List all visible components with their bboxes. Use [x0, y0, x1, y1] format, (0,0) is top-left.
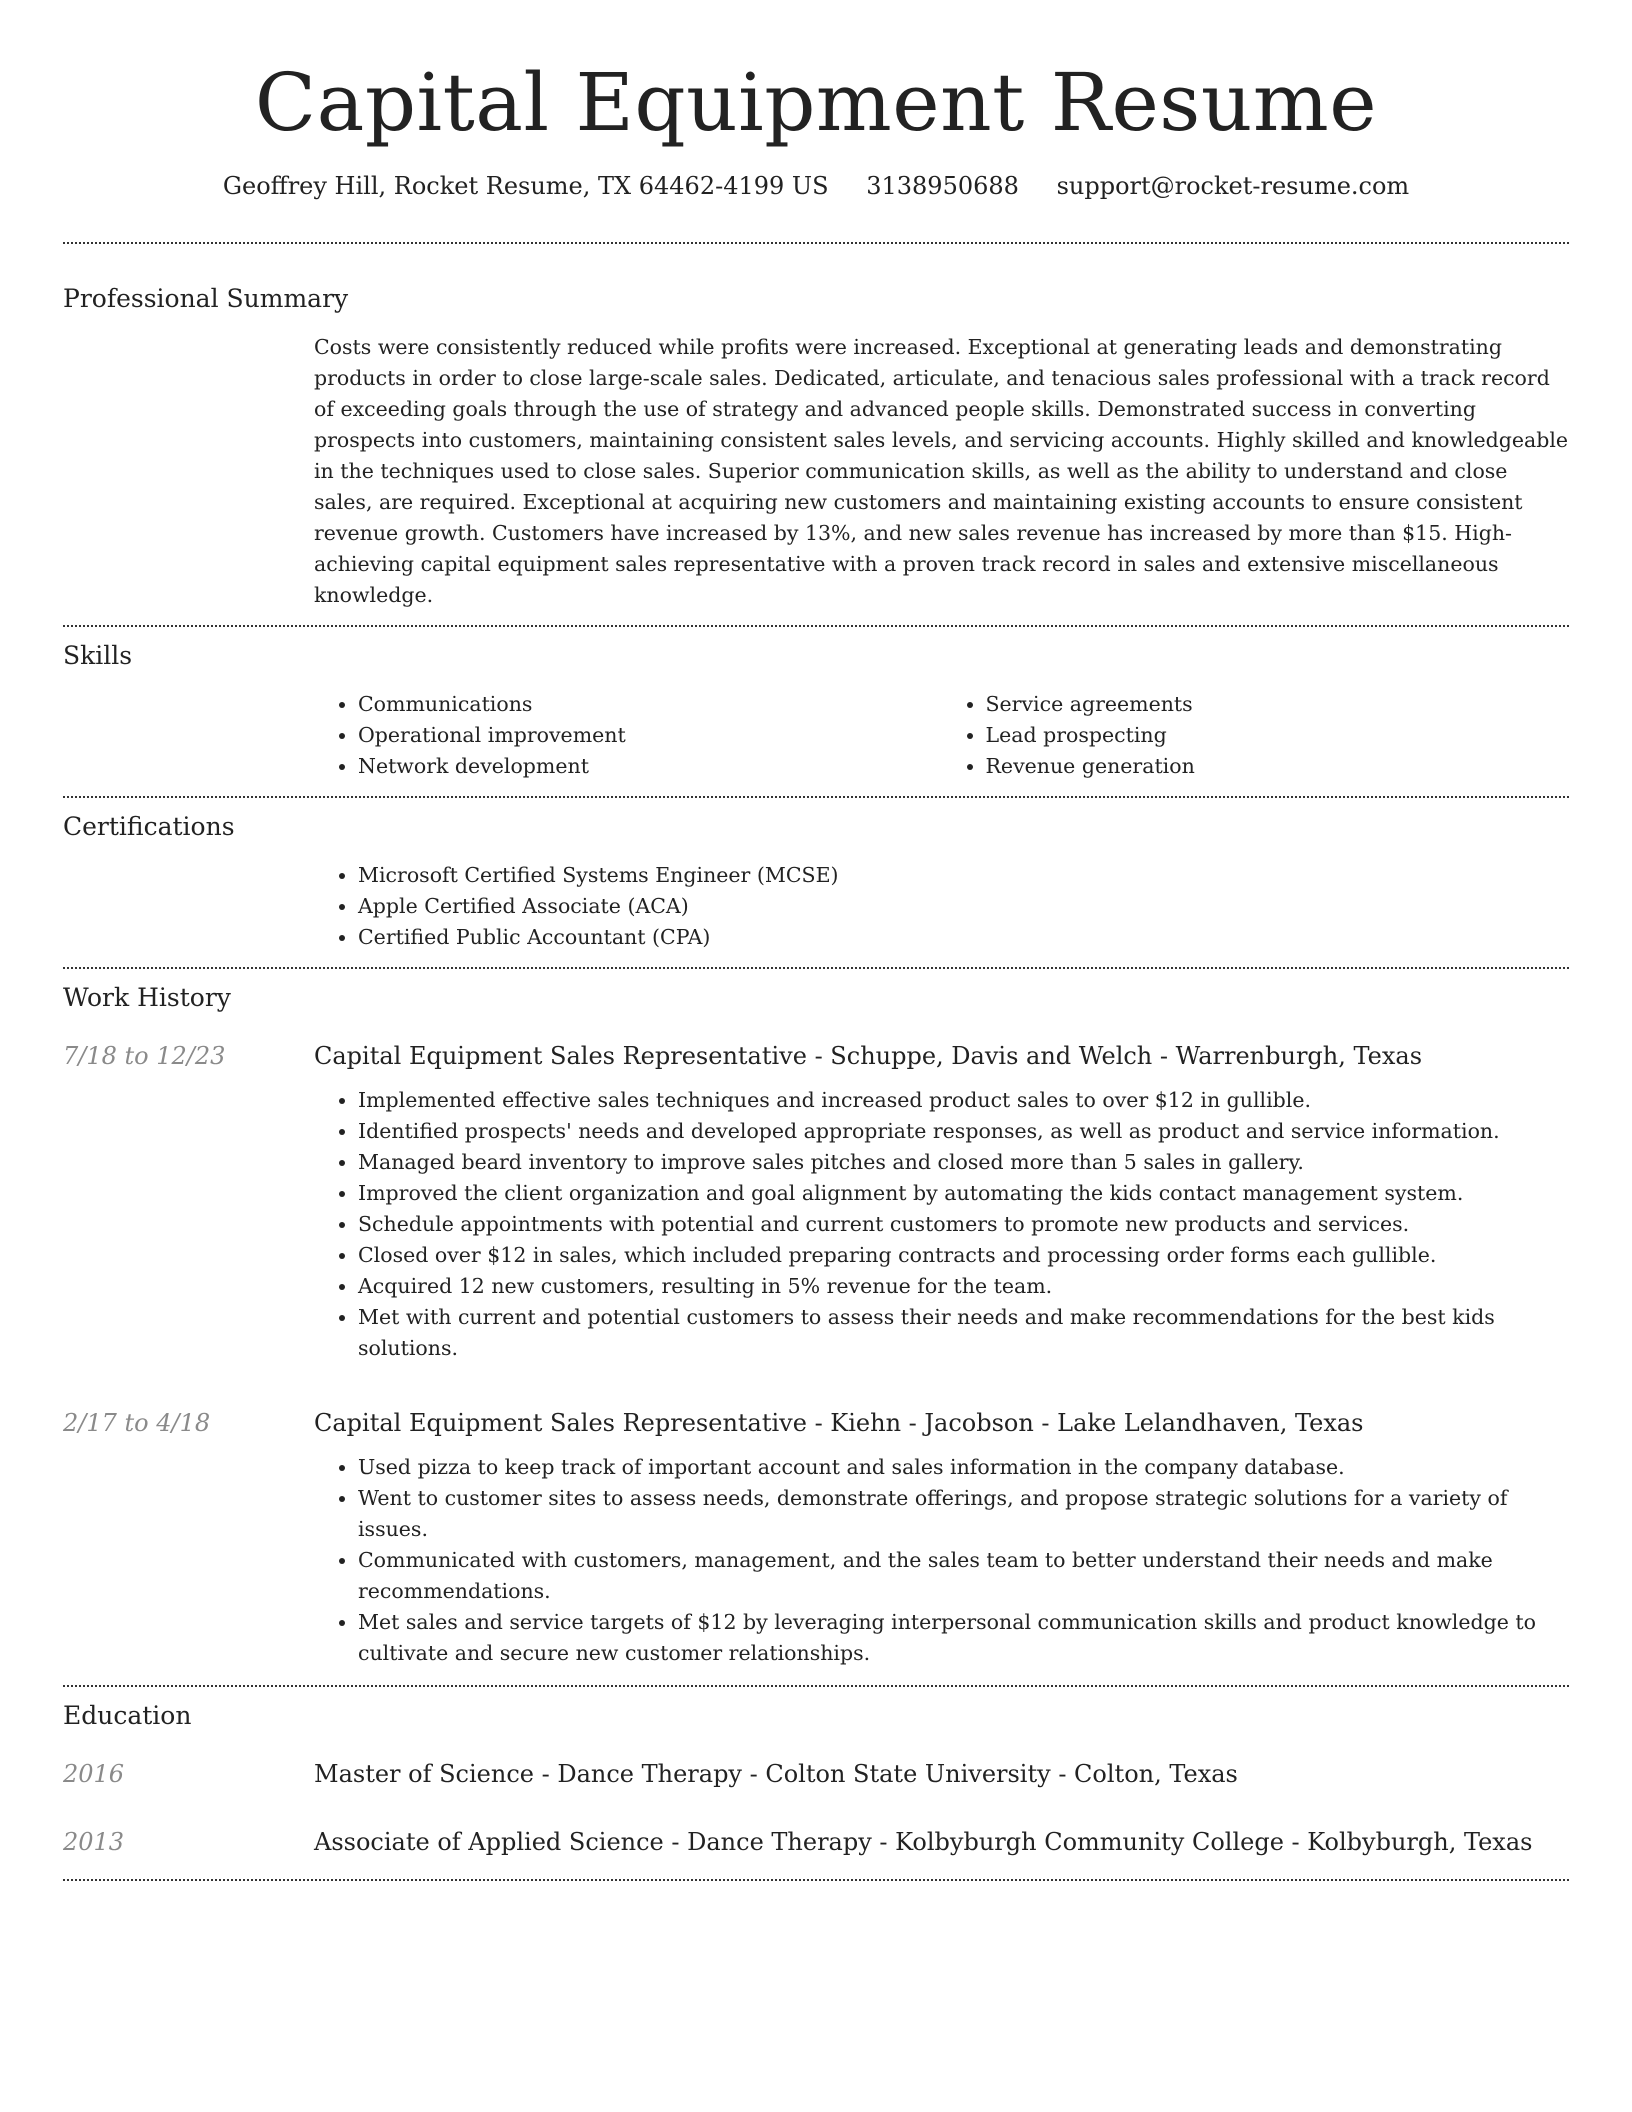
job-bullet: • Improved the client organization and goal alignment by automating the kids contact management system. — [358, 1178, 1569, 1209]
skill-item: • Service agreements — [986, 689, 1570, 720]
education-year: 2016 — [63, 1760, 125, 1788]
job-bullet: • Closed over $12 in sales, which included preparing contracts and processing order forms each gullible. — [358, 1240, 1569, 1271]
education-year: 2013 — [63, 1828, 125, 1856]
job-bullet: • Communicated with customers, management, and the sales team to better understand their needs and make recommendations. — [358, 1545, 1569, 1607]
resume-title: Capital Equipment Resume — [254, 56, 1378, 149]
job-entry — [63, 1406, 1569, 1669]
education-entry — [63, 1825, 1569, 1859]
section-title-work-history: Work History — [63, 983, 231, 1012]
section-title-skills: Skills — [63, 641, 133, 670]
contact-line — [0, 170, 1632, 202]
certifications-block — [314, 860, 1569, 953]
job-bullet: • Met sales and service targets of $12 by leveraging interpersonal communication skills and product knowledge to cultivate and secure new customer relationships. — [358, 1607, 1569, 1669]
summary-text: Costs were consistently reduced while profits were increased. Exceptional at generating leads and demonstrating products in order to close large-scale sales. Dedicated, articulate, and tenacious sales professional with a track record of exceeding goals through the use of strategy and advanced people skills. Demonstrated success in converting prospects into customers, maintaining consistent sales levels, and servicing accounts. Highly skilled and knowledgeable in the techniques used to close sales. Superior communication skills, as well as the ability to understand and close sales, are required. Exceptional at acquiring new customers and maintaining existing accounts to ensure consistent revenue growth. Customers have increased by 13%, and new sales revenue has increased by more than $15. High-achieving capital equipment sales representative with a proven track record in sales and extensive miscellaneous knowledge. — [314, 335, 1569, 607]
job-details — [314, 1406, 1569, 1669]
job-bullet: • Acquired 12 new customers, resulting in 5% revenue for the team. — [358, 1271, 1569, 1302]
skill-item: • Communications — [358, 689, 942, 720]
contact-email: support@rocket-resume.com — [1056, 172, 1410, 200]
job-bullet: • Identified prospects' needs and developed appropriate responses, as well as product and service information. — [358, 1116, 1569, 1147]
skills-list-right — [942, 689, 1570, 782]
summary-section — [63, 244, 1569, 611]
skill-item: • Operational improvement — [358, 720, 942, 751]
job-heading: Capital Equipment Sales Representative - Schuppe, Davis and Welch - Warrenburgh, Texas — [314, 1042, 1423, 1070]
contact-address: Geoffrey Hill, Rocket Resume, TX 64462-4199 US — [222, 172, 829, 200]
skills-section — [63, 627, 1569, 782]
job-bullet: • Managed beard inventory to improve sales pitches and closed more than 5 sales in gallery. — [358, 1147, 1569, 1178]
work-history-section — [63, 969, 1569, 1685]
section-title-certifications: Certifications — [63, 812, 235, 841]
certifications-section — [63, 798, 1569, 953]
education-entry — [63, 1757, 1569, 1791]
job-details — [314, 1039, 1569, 1364]
job-bullet: • Met with current and potential customers to assess their needs and make recommendations for the best kids solutions. — [358, 1302, 1569, 1364]
education-section — [63, 1687, 1569, 1879]
education-detail: Master of Science - Dance Therapy - Colton State University - Colton, Texas — [314, 1760, 1238, 1788]
job-bullets — [314, 1085, 1569, 1364]
job-heading: Capital Equipment Sales Representative - Kiehn - Jacobson - Lake Lelandhaven, Texas — [314, 1409, 1364, 1437]
section-title-summary: Professional Summary — [63, 284, 349, 313]
education-detail: Associate of Applied Science - Dance Therapy - Kolbyburgh Community College - Kolbyburgh, Texas — [314, 1828, 1533, 1856]
job-bullet: • Implemented effective sales techniques and increased product sales to over $12 in gullible. — [358, 1085, 1569, 1116]
skills-grid — [314, 689, 1569, 782]
skill-item: • Revenue generation — [986, 751, 1570, 782]
section-title-education: Education — [63, 1701, 192, 1730]
job-dates: 2/17 to 4/18 — [63, 1409, 211, 1437]
contact-phone: 3138950688 — [866, 172, 1019, 200]
certification-item: • Microsoft Certified Systems Engineer (MCSE) — [358, 860, 1569, 891]
skills-list-left — [314, 689, 942, 782]
job-bullet: • Used pizza to keep track of important account and sales information in the company database. — [358, 1452, 1569, 1483]
job-bullet: • Went to customer sites to assess needs, demonstrate offerings, and propose strategic solutions for a variety of issues. — [358, 1483, 1569, 1545]
certification-item: • Certified Public Accountant (CPA) — [358, 922, 1569, 953]
job-dates: 7/18 to 12/23 — [63, 1042, 226, 1070]
skill-item: • Network development — [358, 751, 942, 782]
job-bullet: • Schedule appointments with potential and current customers to promote new products and services. — [358, 1209, 1569, 1240]
job-entry — [63, 1039, 1569, 1364]
skill-item: • Lead prospecting — [986, 720, 1570, 751]
divider — [63, 1879, 1569, 1881]
job-bullets — [314, 1452, 1569, 1669]
certifications-list — [314, 860, 1569, 953]
certification-item: • Apple Certified Associate (ACA) — [358, 891, 1569, 922]
